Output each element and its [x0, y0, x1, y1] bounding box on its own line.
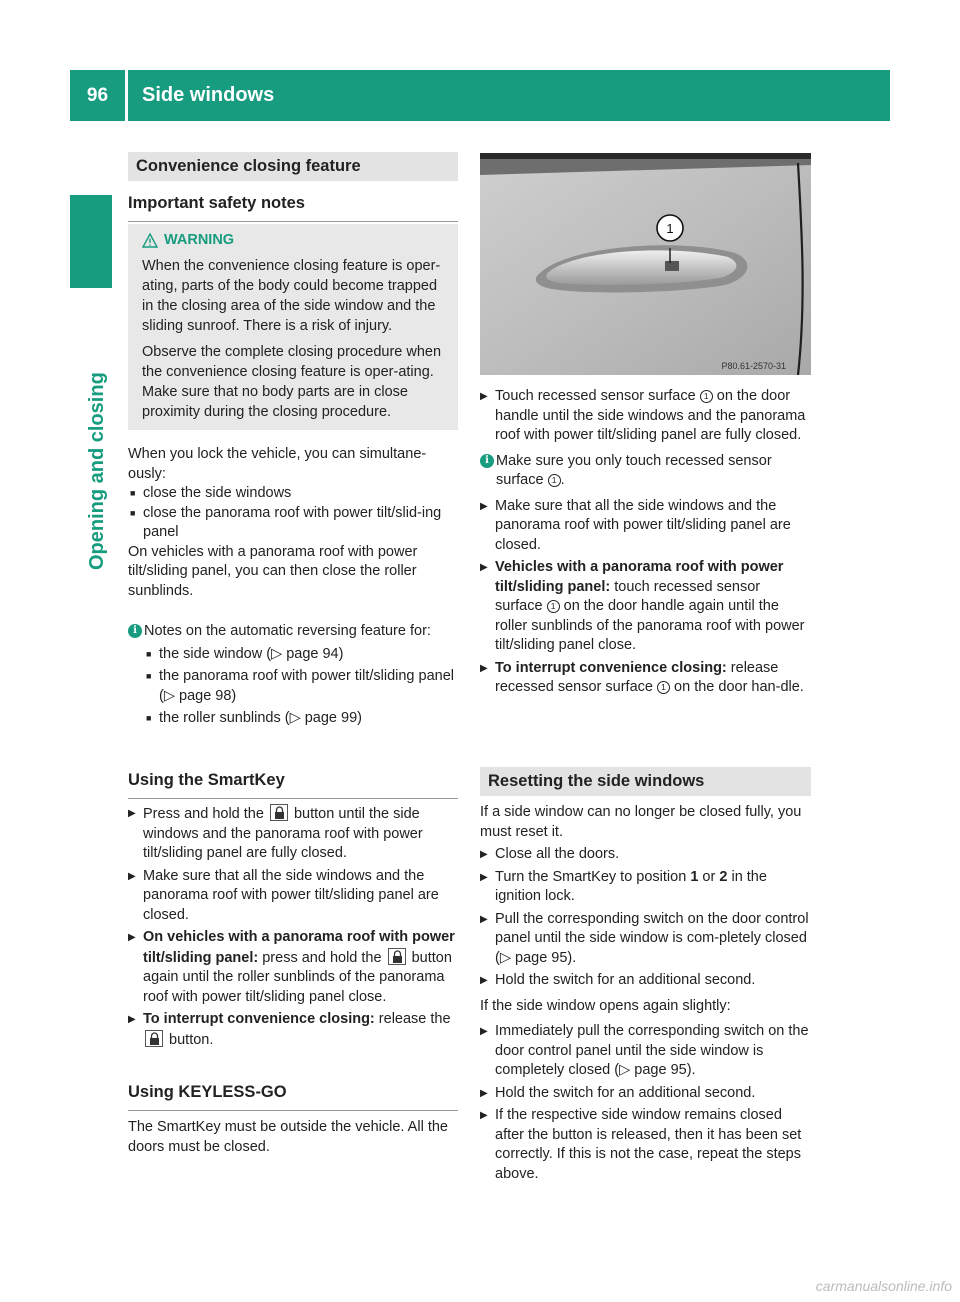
step-item: [128, 1010, 458, 1050]
warning-paragraph-2: Observe the complete closing procedure when the convenience closing feature is oper-ating. Make sure that no body parts are in close proximity during the closing procedure.: [142, 344, 442, 420]
lock-button-icon: [270, 804, 288, 821]
info-note: [480, 452, 811, 491]
step-text: release the: [378, 1011, 451, 1027]
reset-block: [480, 803, 811, 1184]
photo-code-label: P80.61-2570-31: [721, 361, 786, 371]
bullet-item: ■ close the panorama roof with power tilt/slid-ing panel: [128, 504, 458, 543]
callout-1-icon: 1: [700, 390, 713, 403]
section-heading-resetting: Resetting the side windows: [480, 767, 811, 796]
intro-text: When you lock the vehicle, you can simultane-ously:: [128, 446, 427, 482]
step-item: [480, 387, 811, 446]
step-bold: Vehicles with a panorama roof with power tilt/sliding panel:: [495, 559, 784, 595]
sub-heading-safety: Important safety notes: [128, 194, 458, 222]
step-bold: To interrupt convenience closing:: [495, 659, 727, 676]
watermark: carmanualsonline.info: [815, 1278, 952, 1294]
reopen-intro: If the side window opens again slightly:: [480, 997, 731, 1014]
info-bullet: ■ the side window (▷ page 94): [144, 645, 458, 665]
step-text: press and hold the: [262, 949, 382, 966]
warning-title: [142, 232, 450, 248]
step-item: [480, 659, 811, 698]
step-text: on the door handle again until the roller sunblinds of the panorama roof with power tilt/sliding panel close.: [495, 598, 805, 653]
sensor-steps: [480, 387, 811, 698]
step-item: ▶ Close all the doors.: [480, 845, 811, 865]
warning-title-text: WARNING: [164, 232, 235, 248]
step-bold: 2: [719, 868, 728, 885]
page-number: 96: [86, 84, 109, 106]
step-item: ▶ Immediately pull the corresponding switch on the door control panel until the side window is completely closed (▷ page 95).: [480, 1022, 811, 1081]
photo-callout-number: 1: [666, 221, 674, 236]
sub-heading-keyless: Using KEYLESS-GO: [128, 1083, 458, 1111]
warning-box: [128, 224, 458, 430]
info-note-text: Notes on the automatic reversing feature for:: [144, 623, 431, 639]
step-text: or: [702, 868, 716, 885]
step-text: Turn the SmartKey to position: [495, 868, 687, 885]
intro-block: [128, 445, 458, 601]
panorama-note: On vehicles with a panorama roof with power tilt/sliding panel, you can then close the roller sunblinds.: [128, 543, 418, 599]
side-tab-marker: [70, 195, 112, 288]
step-item: [480, 868, 811, 907]
page-title: Side windows: [142, 84, 275, 106]
step-item: ▶ Hold the switch for an additional second.: [480, 971, 811, 991]
step-item: [128, 804, 458, 864]
info-bullet: ■ the panorama roof with power tilt/sliding panel (▷ page 98): [144, 667, 458, 706]
step-bold: On vehicles with a panorama roof with power tilt/sliding panel:: [143, 929, 455, 966]
step-item: [128, 928, 458, 1007]
step-item: ▶ If the respective side window remains closed after the button is released, then it has been set correctly. If this is not the case, repeat the steps above.: [480, 1106, 811, 1184]
step-item: ▶ Hold the switch for an additional second.: [480, 1084, 811, 1104]
header-divider: [125, 70, 128, 121]
keyless-text: The SmartKey must be outside the vehicle. All the doors must be closed.: [128, 1119, 448, 1155]
info-icon: i: [128, 624, 142, 638]
step-item: ▶ Pull the corresponding switch on the door control panel until the side window is com-pletely closed (▷ page 95).: [480, 910, 811, 969]
step-text: button.: [169, 1031, 214, 1048]
section-heading-convenience: Convenience closing feature: [128, 152, 458, 181]
step-item: ▶ Make sure that all the side windows and the panorama roof with power tilt/sliding panel are closed.: [128, 867, 458, 926]
warning-paragraph-1: When the convenience closing feature is oper-ating, parts of the body could become trapped in the closing area of the side window and the sliding sunroof. There is a risk of injury.: [142, 258, 441, 334]
step-bold: To interrupt convenience closing:: [143, 1011, 375, 1027]
info-text: Make sure you only touch recessed sensor surface: [496, 452, 772, 488]
step-text: Touch recessed sensor surface: [495, 388, 696, 404]
step-text: touch recessed sensor surface: [495, 578, 761, 614]
smartkey-steps: [128, 804, 458, 1050]
step-text: button again until the roller sunblinds of the panorama roof with power tilt/sliding panel close.: [143, 949, 452, 1005]
info-note: [128, 622, 458, 642]
side-tab-label: Opening and closing: [86, 372, 108, 570]
info-icon: i: [480, 454, 494, 468]
callout-1-icon: 1: [657, 681, 670, 694]
sub-heading-smartkey: Using the SmartKey: [128, 771, 458, 799]
step-text: on the door han-dle.: [674, 679, 804, 695]
warning-triangle-icon: [142, 233, 158, 248]
step-bold: 1: [690, 868, 699, 885]
lock-button-icon: [388, 948, 406, 965]
side-tab-label-wrap: [86, 372, 116, 600]
step-text: on the door handle until the side windows and the panorama roof with power tilt/sliding panel are fully closed.: [495, 388, 806, 443]
step-item: ▶ Make sure that all the side windows and the panorama roof with power tilt/sliding panel are closed.: [480, 497, 811, 556]
lock-button-icon: [145, 1030, 163, 1047]
reset-intro: If a side window can no longer be closed fully, you must reset it.: [480, 804, 802, 840]
info-text: .: [560, 472, 565, 488]
step-item: [480, 558, 811, 656]
door-handle-photo: [480, 153, 811, 375]
callout-1-icon: 1: [548, 474, 561, 487]
step-text: Press and hold the: [143, 806, 264, 822]
info-bullet: ■ the roller sunblinds (▷ page 99): [144, 709, 458, 729]
callout-1-icon: 1: [547, 600, 560, 613]
step-text: in the ignition lock.: [495, 868, 767, 904]
bullet-item: ■ close the side windows: [128, 484, 458, 504]
step-text: release recessed sensor surface: [495, 659, 779, 695]
step-text: button until the side windows and the panorama roof with power tilt/sliding panel are fully closed.: [143, 806, 423, 861]
info-block: [128, 622, 458, 729]
